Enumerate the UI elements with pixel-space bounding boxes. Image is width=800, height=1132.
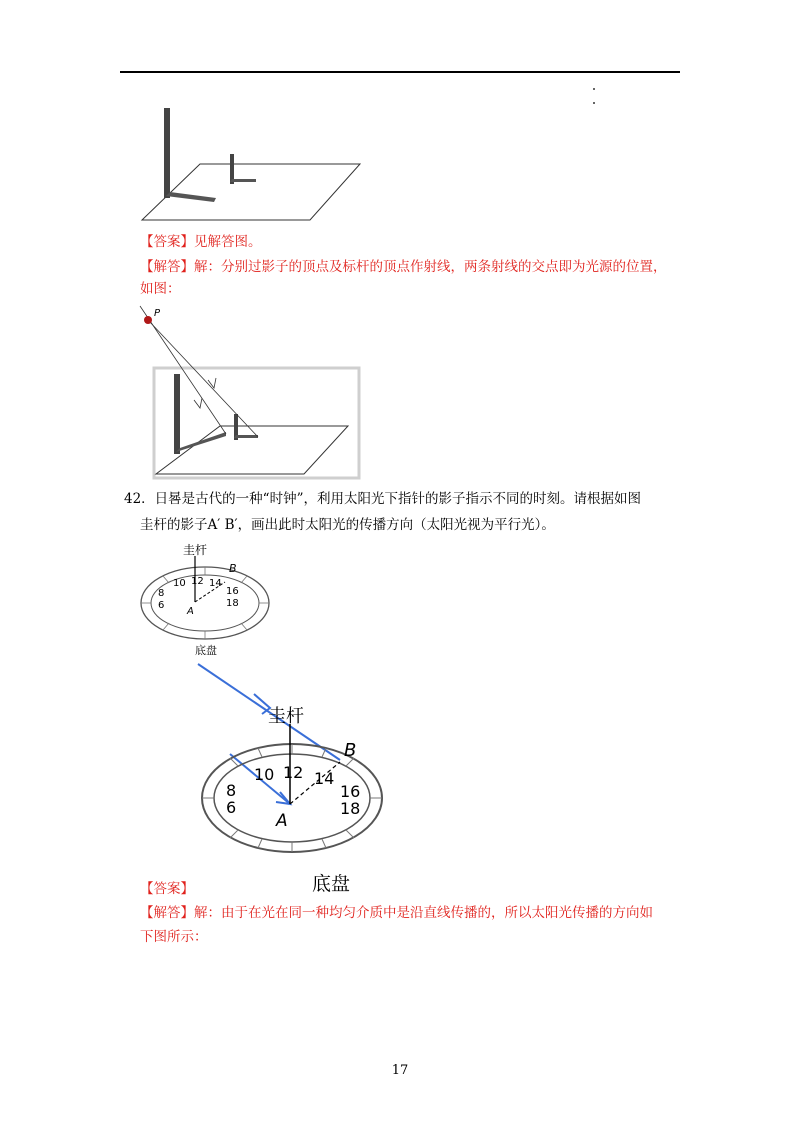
base-label: 底盘 bbox=[195, 644, 217, 657]
figure-light-source bbox=[138, 302, 363, 480]
answer-tag: 【答案】 bbox=[140, 234, 194, 250]
hour-label: 14 bbox=[314, 769, 335, 788]
tall-pole-shadow bbox=[166, 192, 216, 202]
base-label: 底盘 bbox=[312, 873, 351, 895]
hour-label: 12 bbox=[283, 763, 304, 782]
tall-pole bbox=[174, 374, 180, 454]
q41-answer-line bbox=[140, 233, 262, 251]
speck bbox=[593, 88, 595, 90]
q41-solution-line bbox=[140, 258, 667, 276]
point-p-label: P bbox=[154, 308, 161, 319]
figure-sundial-answer bbox=[190, 658, 400, 898]
short-pole-shadow bbox=[230, 179, 256, 182]
rod-label: 圭杆 bbox=[268, 706, 304, 727]
q42-solution-line-2: 下图所示： bbox=[140, 929, 208, 945]
speck bbox=[593, 102, 595, 104]
answer-text: 见解答图。 bbox=[194, 234, 262, 250]
short-pole-shadow bbox=[234, 435, 258, 438]
tall-pole-shadow bbox=[176, 432, 226, 452]
figure-sundial-small bbox=[135, 538, 285, 658]
hour-label: 8 bbox=[226, 781, 237, 800]
solution-text: 解：分别过影子的顶点及标杆的顶点作射线，两条射线的交点即为光源的位置， bbox=[194, 259, 667, 275]
point-b-label: B bbox=[229, 562, 237, 575]
ground-plane bbox=[142, 164, 360, 220]
hour-label: 10 bbox=[254, 765, 275, 784]
solution-text: 解：由于在光在同一种均匀介质中是沿直线传播的，所以太阳光传播的方向如 bbox=[194, 905, 653, 921]
hour-label: 16 bbox=[226, 586, 239, 597]
q42-solution-line bbox=[140, 904, 653, 922]
solution-tag: 【解答】 bbox=[140, 905, 194, 921]
q41-solution-line-2: 如图： bbox=[140, 281, 181, 297]
hour-label: 18 bbox=[340, 799, 361, 818]
hour-label: 6 bbox=[226, 798, 237, 817]
point-b-label: B bbox=[344, 740, 357, 761]
hour-label: 18 bbox=[226, 598, 239, 609]
figure-poles-plane bbox=[140, 100, 370, 225]
hour-label: 10 bbox=[173, 578, 186, 589]
hour-label: 8 bbox=[158, 588, 165, 599]
ray-arrow bbox=[208, 378, 216, 388]
q42-answer-tag: 【答案】 bbox=[140, 881, 194, 897]
point-a-label: A bbox=[276, 811, 288, 831]
ground-plane bbox=[156, 426, 348, 474]
light-source-point bbox=[144, 316, 152, 324]
q42-text-line-2: 圭杆的影子A′ B′，画出此时太阳光的传播方向（太阳光视为平行光）。 bbox=[140, 517, 555, 533]
point-a-label: A bbox=[187, 606, 194, 617]
q42-text-line-1: 42．日晷是古代的一种“时钟”，利用太阳光下指针的影子指示不同的时刻。请根据如图 bbox=[124, 491, 641, 507]
ray-arrow bbox=[194, 398, 202, 408]
dial-inner-ring bbox=[151, 575, 259, 631]
hour-label: 14 bbox=[209, 578, 222, 589]
rod-label: 圭杆 bbox=[183, 543, 208, 557]
hour-label: 12 bbox=[191, 576, 204, 587]
tall-pole bbox=[164, 108, 170, 198]
header-rule bbox=[120, 71, 680, 73]
page-number: 17 bbox=[391, 1063, 409, 1078]
hour-label: 6 bbox=[158, 600, 165, 611]
hour-label: 16 bbox=[340, 782, 361, 801]
ray-line bbox=[148, 320, 258, 437]
solution-tag: 【解答】 bbox=[140, 259, 194, 275]
figure-frame bbox=[154, 368, 359, 478]
